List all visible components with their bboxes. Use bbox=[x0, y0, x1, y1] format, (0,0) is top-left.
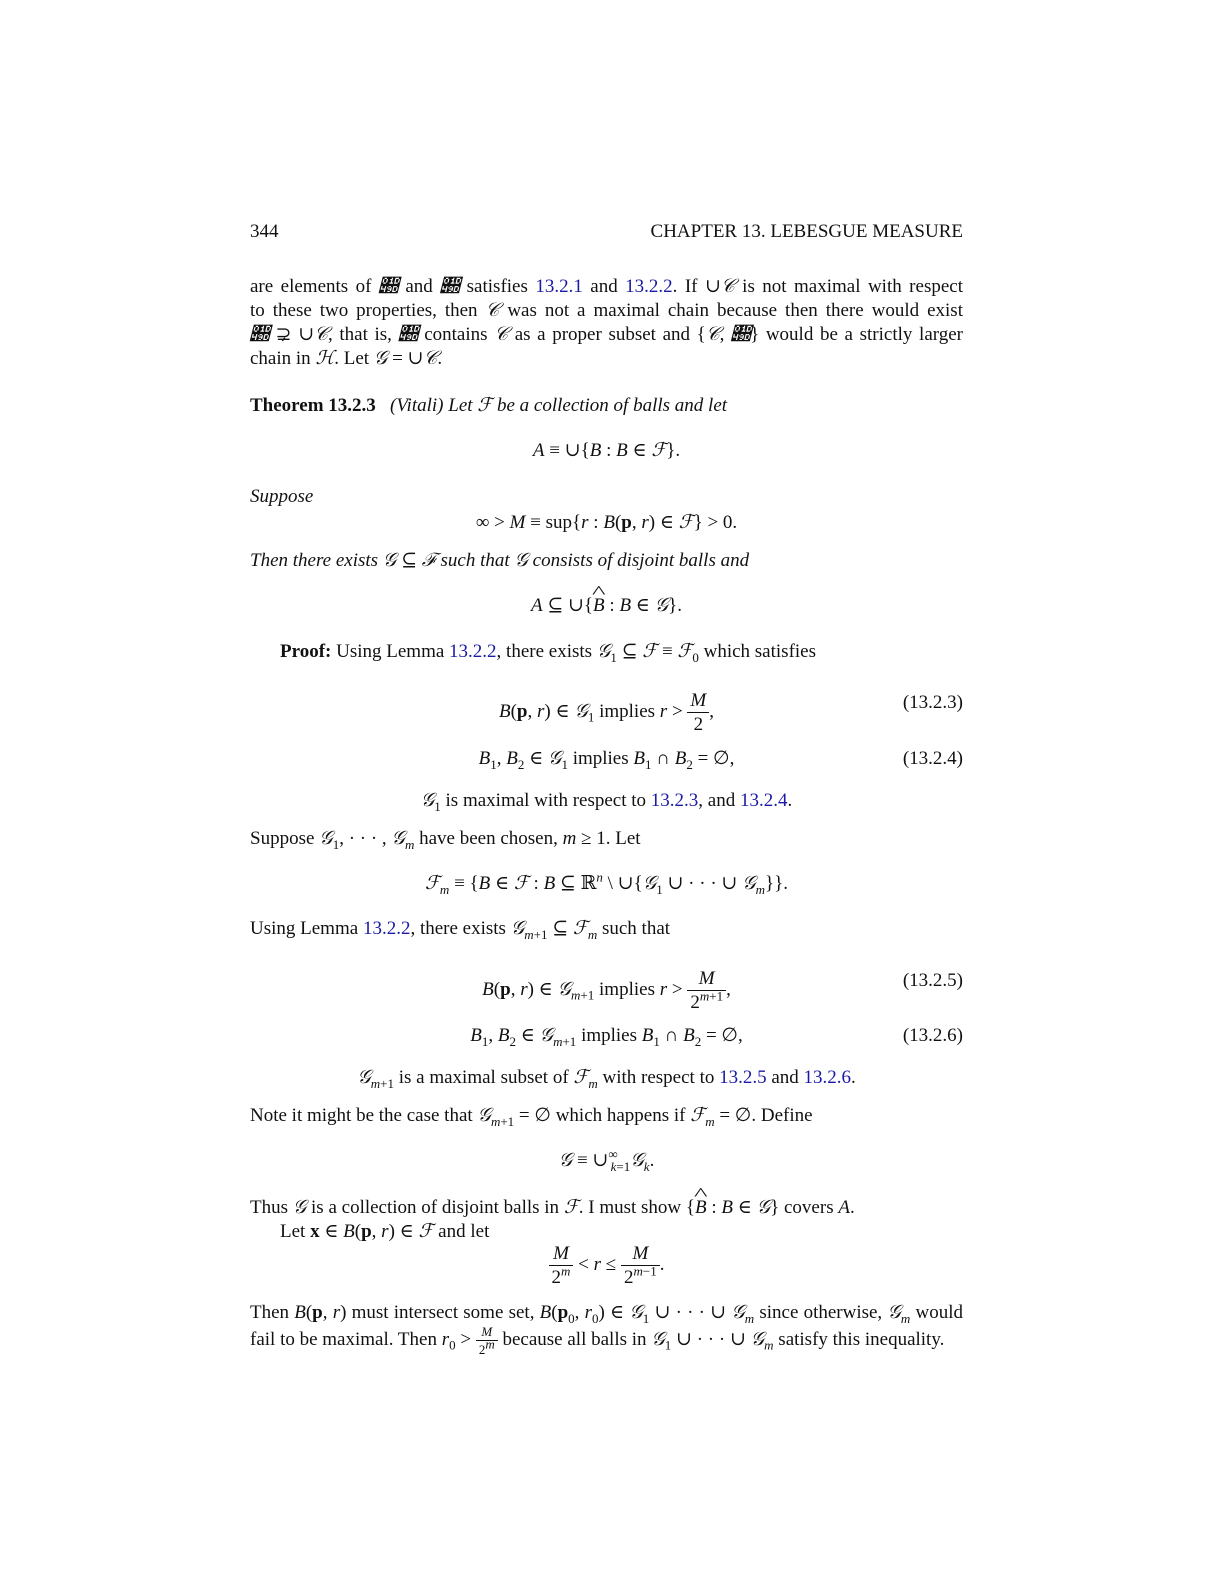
display-equation: A ⊆ ∪{^ B : B ∈ 𝒢}. bbox=[250, 594, 963, 618]
paragraph-line: fail to be maximal. Then $r_0$ > $\frac{M}{2^m}$ because all balls in 𝒢$_1$ ∪ · · · ∪ 𝒢$_m$ satisfy this inequality. bbox=[250, 1324, 945, 1357]
theorem-heading bbox=[250, 394, 963, 418]
paragraph-line: Note it might be the case that 𝒢$_{m+1}$ = ∅ which happens if ℱ$_m$ = ∅. Define bbox=[250, 1105, 813, 1129]
theorem-statement: (Vitali) Let ℱ be a collection of balls and let bbox=[390, 395, 728, 416]
ref-13-2-2[interactable]: 13.2.2 bbox=[625, 276, 673, 297]
chapter-title: CHAPTER 13. LEBESGUE MEASURE bbox=[650, 221, 963, 242]
ref-13-2-2[interactable]: 13.2.2 bbox=[449, 641, 497, 662]
paragraph-line: chain in ℋ. Let 𝒢 = ∪𝒞. bbox=[250, 348, 443, 369]
proof-line: Proof: Using Lemma 13.2.2, there exists 𝒢$_1$ ⊆ ℱ ≡ ℱ$_0$ which satisfies bbox=[280, 641, 817, 665]
paragraph-line: Then B(p, r) must intersect some set, $B(p_0$, $r_0$) ∈ 𝒢$_1$ ∪ · · · ∪ 𝒢$_m$ since otherwise, 𝒢$_m$ would bbox=[250, 1302, 963, 1326]
display-equation: A ≡ ∪{B : B ∈ ℱ}. bbox=[532, 440, 681, 461]
ref-13-2-1[interactable]: 13.2.1 bbox=[535, 276, 583, 297]
ref-13-2-5[interactable]: 13.2.5 bbox=[719, 1067, 767, 1088]
display-equation: $\frac{M}{2^m}$ < r ≤ $\frac{M}{2^{m-1}}$ . bbox=[250, 1244, 963, 1288]
ref-13-2-6[interactable]: 13.2.6 bbox=[803, 1067, 852, 1088]
running-header bbox=[250, 220, 963, 244]
display-equation: 𝒢 ≡ $\cup^\infty_{k=1}𝒢_k$. bbox=[558, 1146, 655, 1174]
ref-13-2-4[interactable]: 13.2.4 bbox=[739, 790, 788, 811]
numbered-equation: B(p, r) ∈ 𝒢$_1$ implies r > $\frac{M}{2}$ , (13.2.3) bbox=[498, 690, 963, 735]
display-line: 𝒢$_1$ is maximal with respect to 13.2.3, and 13.2.4. bbox=[420, 790, 793, 814]
proof-label: Proof: bbox=[280, 641, 332, 662]
display-equation: ∞ > M ≡ sup{r : B(p, r) ∈ ℱ} > 0. bbox=[475, 512, 738, 533]
paragraph-line: are elements of 𝒝 and 𝒝 satisfies 13.2.1 and 13.2.2. If ∪𝒞 is not maximal with respect bbox=[250, 276, 963, 297]
numbered-equation: $B_1$, $B_2$ ∈ 𝒢$_{m+1}$ implies $B_1$ ∩ $B_2$ = ∅, (13.2.6) bbox=[470, 1025, 963, 1049]
theorem-conclusion: Then there exists 𝒢 ⊆ ℱ such that 𝒢 consists of disjoint balls and bbox=[250, 550, 750, 571]
paragraph-line: Suppose 𝒢$_1$, · · · , 𝒢$_m$ have been chosen, m ≥ 1. Let bbox=[250, 828, 641, 852]
display-equation: ℱ$_m$ ≡ {B ∈ ℱ : B ⊆ ℝ$^n$ \ ∪{𝒢$_1$ ∪ · · · ∪ 𝒢$_m$}}. bbox=[424, 869, 788, 897]
ref-13-2-3[interactable]: 13.2.3 bbox=[650, 790, 699, 811]
equation-number: (13.2.3) bbox=[902, 692, 963, 713]
paragraph-line: Let x ∈ B(p, r) ∈ ℱ and let bbox=[280, 1221, 490, 1242]
numbered-equation: $B_1$, $B_2$ ∈ 𝒢$_1$ implies $B_1$ ∩ $B_2$ = ∅, (13.2.4) bbox=[478, 748, 963, 772]
ref-13-2-2[interactable]: 13.2.2 bbox=[362, 918, 411, 939]
theorem-label: Theorem 13.2.3 bbox=[250, 395, 376, 416]
suppose-text: Suppose bbox=[250, 486, 314, 507]
equation-number: (13.2.5) bbox=[902, 970, 963, 991]
paragraph-line: 𝒝 ⊋ ∪𝒞, that is, 𝒝 contains 𝒞 as a proper subset and {𝒞, 𝒝} would be a strictly larger bbox=[250, 324, 964, 345]
equation-number: (13.2.4) bbox=[902, 748, 963, 769]
page-number: 344 bbox=[250, 221, 279, 242]
equation-number: (13.2.6) bbox=[902, 1025, 963, 1046]
paragraph-line: Thus 𝒢 is a collection of disjoint balls in ℱ. I must show {^ B : B ∈ 𝒢} covers A. bbox=[250, 1196, 963, 1220]
display-line: 𝒢$_{m+1}$ is a maximal subset of ℱ$_m$ with respect to 13.2.5 and 13.2.6. bbox=[357, 1067, 856, 1091]
paragraph-line: Using Lemma 13.2.2, there exists 𝒢$_{m+1}$ ⊆ ℱ$_m$ such that bbox=[250, 918, 671, 942]
paragraph-line: to these two properties, then 𝒞 was not a maximal chain because then there would exist bbox=[250, 300, 963, 321]
numbered-equation: B(p, r) ∈ 𝒢$_{m+1}$ implies r > $\frac{M}{2^{m+1}}$ , (13.2.5) bbox=[482, 968, 963, 1013]
